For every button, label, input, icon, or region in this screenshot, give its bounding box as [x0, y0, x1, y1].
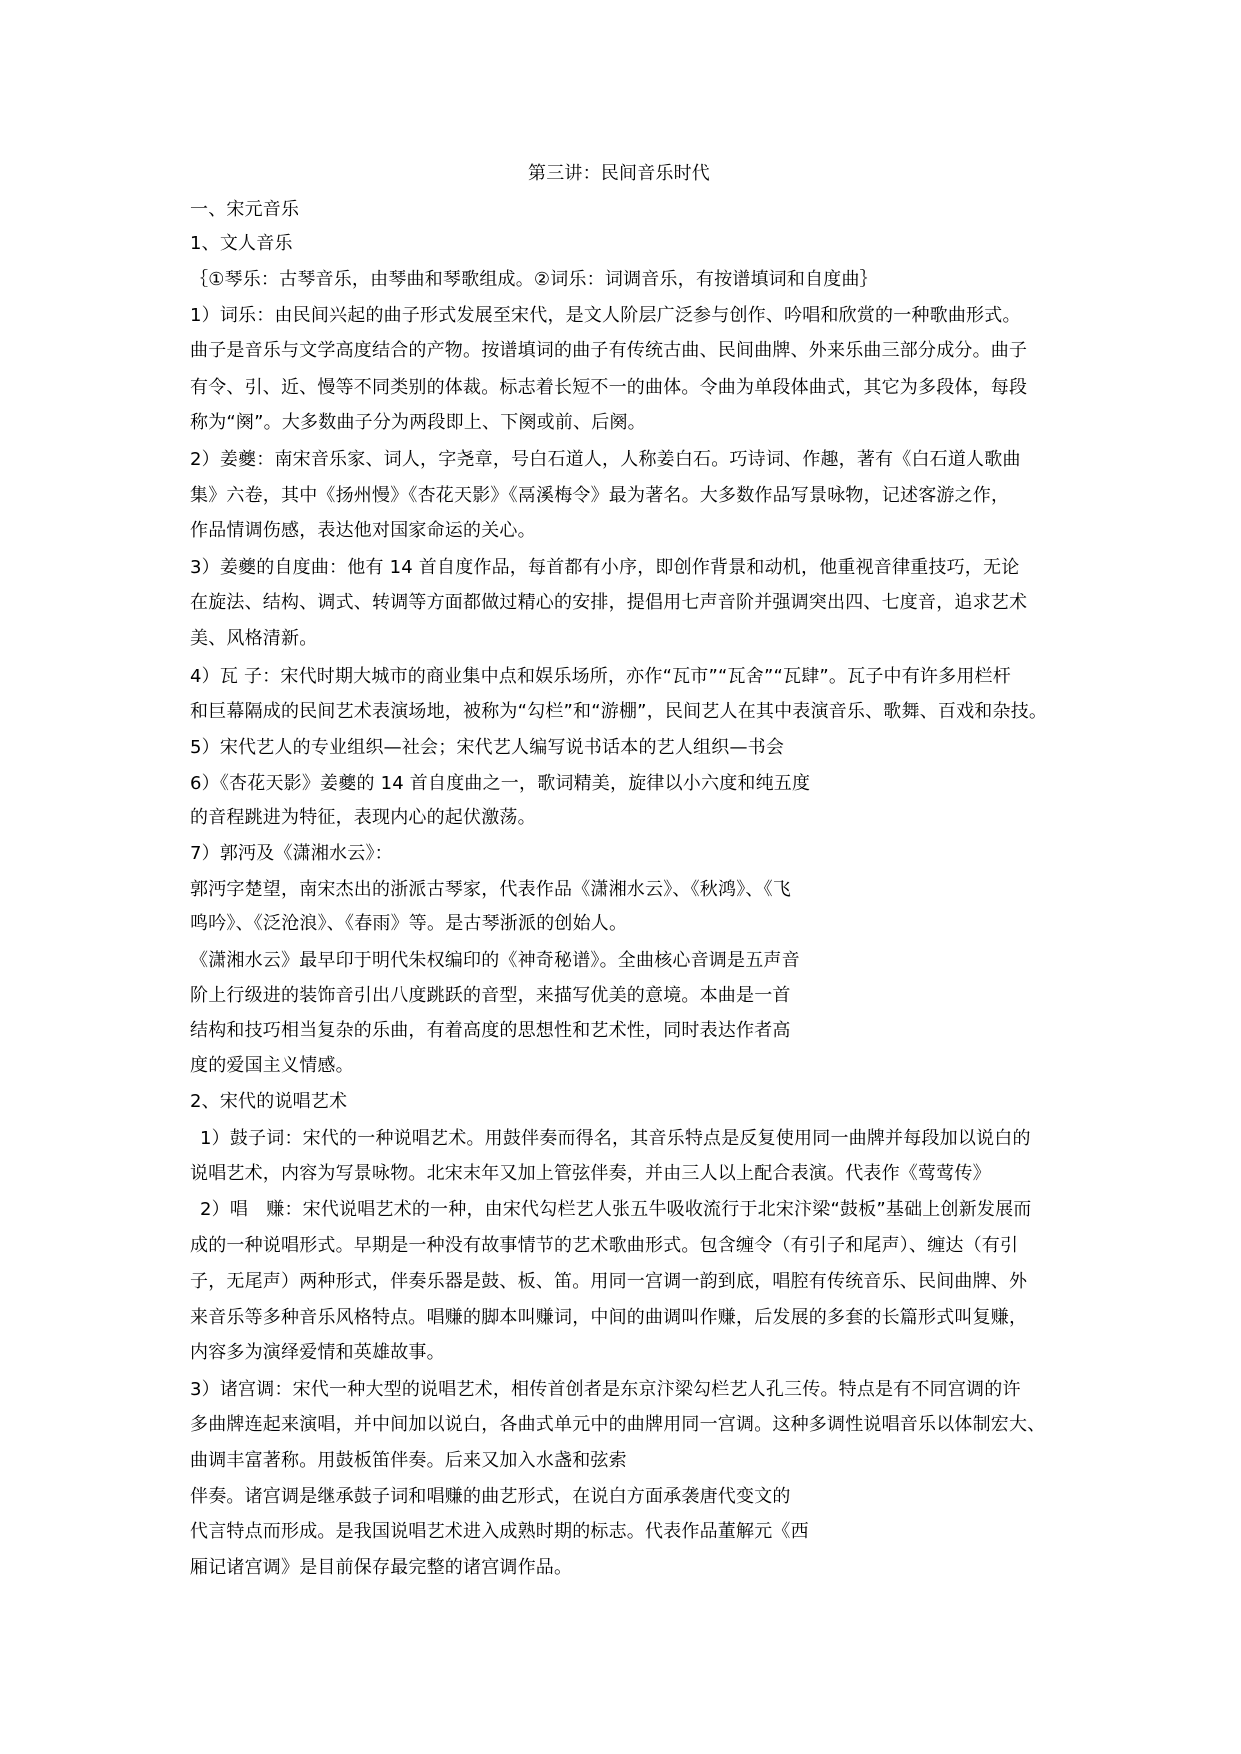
text-line: 的音程跳进为特征，表现内心的起伏激荡。: [190, 807, 536, 828]
text-line: 度的爱国主义情感。: [190, 1055, 354, 1076]
text-line: 伴奏。诸宫调是继承鼓子词和唱赚的曲艺形式，在说白方面承袭唐代变文的: [190, 1486, 791, 1507]
text-line: 有令、引、近、慢等不同类别的体裁。标志着长短不一的曲体。令曲为单段体曲式，其它为多段体，每段: [190, 377, 1028, 398]
text-line: 1、文人音乐: [190, 233, 293, 254]
text-line: 曲调丰富著称。用鼓板笛伴奏。后来又加入水盏和弦索: [190, 1450, 627, 1471]
text-line: 结构和技巧相当复杂的乐曲，有着高度的思想性和艺术性，同时表达作者高: [190, 1020, 791, 1041]
text-line: 3）姜夔的自度曲：他有 14 首自度作品，每首都有小序，即创作背景和动机，他重视音律重技巧，无论: [190, 557, 1020, 578]
text-line: 7）郭沔及《潇湘水云》：: [190, 843, 393, 864]
text-line: ｛①琴乐：古琴音乐，由琴曲和琴歌组成。②词乐：词调音乐，有按谱填词和自度曲｝: [190, 269, 878, 290]
text-line: 1）鼓子词：宋代的一种说唱艺术。用鼓伴奏而得名，其音乐特点是反复使用同一曲牌并每段加以说白的: [200, 1128, 1031, 1149]
text-line: 鸣吟》、《泛沧浪》、《春雨》等。是古琴浙派的创始人。: [190, 913, 628, 934]
text-line: 郭沔字楚望，南宋杰出的浙派古琴家，代表作品《潇湘水云》、《秋鸿》、《飞: [190, 879, 791, 900]
text-line: 多曲牌连起来演唱，并中间加以说白，各曲式单元中的曲牌用同一宫调。这种多调性说唱音乐以体制宏大、: [190, 1414, 1046, 1435]
text-line: 子，无尾声）两种形式，伴奏乐器是鼓、板、笛。用同一宫调一韵到底，唱腔有传统音乐、民间曲牌、外: [190, 1271, 1028, 1292]
text-line: 2）唱 赚：宋代说唱艺术的一种，由宋代勾栏艺人张五牛吸收流行于北宋汴梁“鼓板”基础上创新发展而: [200, 1199, 1032, 1220]
text-line: 美、风格清新。: [190, 628, 318, 649]
text-line: 集》六卷，其中《扬州慢》《杏花天影》《鬲溪梅令》最为著名。大多数作品写景咏物，记述客游之作，: [190, 485, 1010, 506]
text-line: 《潇湘水云》最早印于明代朱权编印的《神奇秘谱》。全曲核心音调是五声音: [190, 950, 800, 971]
text-line: 阶上行级进的装饰音引出八度跳跃的音型，来描写优美的意境。本曲是一首: [190, 985, 791, 1006]
text-line: 内容多为演绎爱情和英雄故事。: [190, 1342, 445, 1363]
text-line: 2）姜夔：南宋音乐家、词人，字尧章，号白石道人，人称姜白石。巧诗词、作趣，著有《白石道人歌曲: [190, 449, 1021, 470]
text-line: 5）宋代艺人的专业组织—社会；宋代艺人编写说书话本的艺人组织—书会: [190, 737, 785, 758]
text-line: 在旋法、结构、调式、转调等方面都做过精心的安排，提倡用七声音阶并强调突出四、七度音，追求艺术: [190, 592, 1028, 613]
text-line: 说唱艺术，内容为写景咏物。北宋末年又加上管弦伴奏，并由三人以上配合表演。代表作《莺莺传》: [190, 1163, 991, 1184]
text-line: 厢记诸宫调》是目前保存最完整的诸宫调作品。: [190, 1557, 573, 1578]
text-line: 4）瓦 子：宋代时期大城市的商业集中点和娱乐场所，亦作“瓦市”“瓦舍”“瓦肆”。瓦子中有许多用栏杆: [190, 666, 1011, 687]
text-line: 曲子是音乐与文学高度结合的产物。按谱填词的曲子有传统古曲、民间曲牌、外来乐曲三部分成分。曲子: [190, 340, 1028, 361]
text-line: 3）诸宫调：宋代一种大型的说唱艺术，相传首创者是东京汴梁勾栏艺人孔三传。特点是有不同宫调的许: [190, 1379, 1021, 1400]
text-line: 作品情调伤感，表达他对国家命运的关心。: [190, 520, 536, 541]
text-line: 称为“阕”。大多数曲子分为两段即上、下阕或前、后阕。: [190, 412, 646, 433]
text-line: 6）《杏花天影》姜夔的 14 首自度曲之一，歌词精美，旋律以小六度和纯五度: [190, 773, 811, 794]
text-line: 1）词乐：由民间兴起的曲子形式发展至宋代，是文人阶层广泛参与创作、吟唱和欣赏的一种歌曲形式。: [190, 305, 1021, 326]
text-line: 成的一种说唱形式。早期是一种没有故事情节的艺术歌曲形式。包含缠令（有引子和尾声）、缠达（有引: [190, 1235, 1019, 1256]
text-line: 来音乐等多种音乐风格特点。唱赚的脚本叫赚词，中间的曲调叫作赚，后发展的多套的长篇形式叫复赚，: [190, 1307, 1028, 1328]
text-line: 2、宋代的说唱艺术: [190, 1091, 348, 1112]
text-line: 代言特点而形成。是我国说唱艺术进入成熟时期的标志。代表作品董解元《西: [190, 1521, 809, 1542]
text-line: 和巨幕隔成的民间艺术表演场地，被称为“勾栏”和“游棚”，民间艺人在其中表演音乐、歌舞、百戏和杂技。: [190, 701, 1048, 722]
text-line: 一、宋元音乐: [190, 199, 300, 220]
page-title: 第三讲：民间音乐时代: [528, 163, 710, 184]
